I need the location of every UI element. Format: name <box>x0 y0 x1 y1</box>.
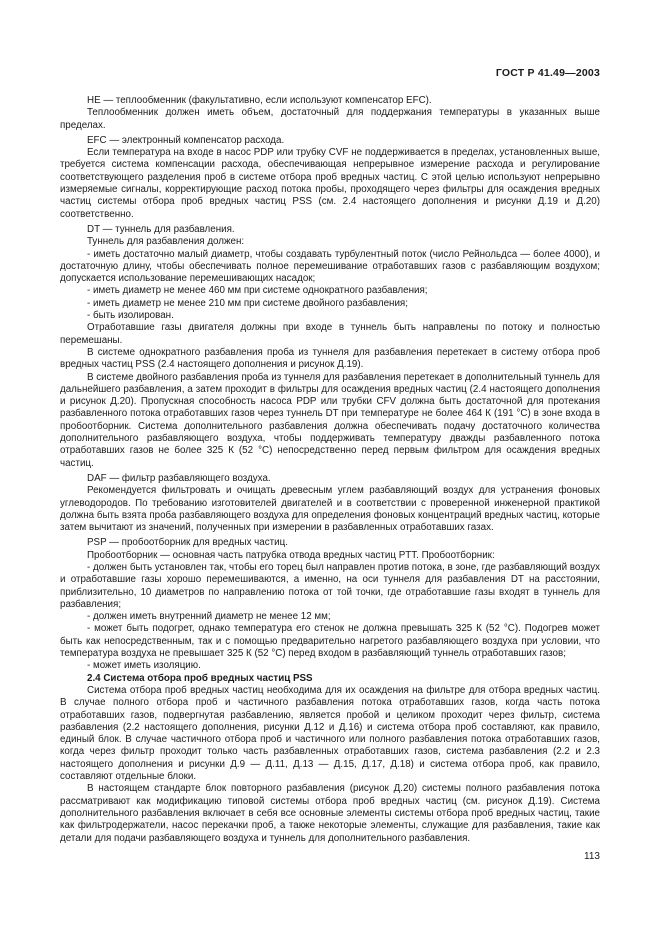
paragraph: EFC — электронный компенсатор расхода. <box>87 134 285 146</box>
page-number: 113 <box>584 851 600 862</box>
paragraph: DT — туннель для разбавления. <box>87 223 235 235</box>
page-header <box>0 0 600 79</box>
paragraph: - быть изолирован. <box>87 310 174 322</box>
paragraph: Туннель для разбавления должен: <box>87 236 245 248</box>
paragraph: 2.4 Система отбора проб вредных частиц PSS <box>87 672 313 684</box>
paragraph: - может быть подогрет, однако температура его стенок не должна превышать 325 К (52 °С). Подогрев может быть как непосредственным, так и с помощью предварительно нагретого разбавляющего воздуха при условии, что температура воздуха не превышает 325 К (52 °С) перед входом в разбавляющий туннель отработавших газов; <box>60 623 600 660</box>
paragraph: - должен быть установлен так, чтобы его торец был направлен против потока, в зоне, где разбавляющий воздух и отработавшие газы хорошо перемешиваются, а именно, на оси туннеля для разбавления DT на расстоянии, приблизительно, 10 диаметров по направлению потока от той точки, где отработавшие газы входят в туннель для разбавления; <box>60 561 600 610</box>
paragraph: Отработавшие газы двигателя должны при входе в туннель быть направлены по потоку и полностью перемешаны. <box>60 322 600 346</box>
paragraph: DAF — фильтр разбавляющего воздуха. <box>87 472 271 484</box>
paragraph: PSP — пробоотборник для вредных частиц. <box>87 537 288 549</box>
paragraph: - должен иметь внутренний диаметр не менее 12 мм; <box>87 611 331 623</box>
document-number: ГОСТ Р 41.49—2003 <box>495 67 600 79</box>
document-body <box>60 95 600 845</box>
paragraph: Система отбора проб вредных частиц необходима для их осаждения на фильтре для отбора вредных частиц. В случае полного отбора проб и частичного разбавления потока отработавших газов, когда часть потока отработавших газов, подвергнутая разбавлению, является пробой и целиком проходит через фильтр, система разбавления (2.2 настоящего дополнения, рисунки Д.12 и Д.16) и система отбора проб составляют, как правило, единый блок. В случае частичного отбора проб и частичного или полного разбавления потока отработавших газов, когда через фильтр проходит только часть разбавленных отработавших газов, система разбавления (2.2 и 2.3 настоящего дополнения и рисунки Д.9 — Д.11, Д.13 — Д.15, Д.17, Д.18) и система отбора проб, как правило, составляют отдельные блоки. <box>60 684 600 783</box>
paragraph: - иметь достаточно малый диаметр, чтобы создавать турбулентный поток (число Рейнольдса — более 4000), и достаточную длину, чтобы обеспечивать полное перемешивание отработавших газов с разбавляющим воздухом; допускается использование перемешивающих насадок; <box>60 248 600 285</box>
paragraph: В системе однократного разбавления проба из туннеля для разбавления перетекает в систему отбора проб вредных частиц PSS (2.4 настоящего дополнения и рисунок Д.19). <box>60 346 600 371</box>
paragraph: Рекомендуется фильтровать и очищать древесным углем разбавляющий воздух для устранения фоновых углеводородов. По требованию изготовителей двигателей и в соответствии с проверенной инженерной практикой должна быть взята проба разбавляющего воздуха для определения фоновых концентраций вредных частиц, которые затем вычитают из значений, полученных при измерении в разбавленных отработавших газах. <box>60 485 600 534</box>
paragraph: В настоящем стандарте блок повторного разбавления (рисунок Д.20) системы полного разбавления потока рассматривают как модификацию типовой системы отбора проб вредных частиц (см. рисунок Д.19). Система дополнительного разбавления включает в себя все основные элементы системы отбора проб вредных частиц, такие как фильтродержатели, насос перекачки проб, а также некоторые элементы, служащие для разбавления, такие как детали для подачи разбавляющего воздуха и туннель для дополнительного разбавления. <box>60 783 600 844</box>
paragraph: В системе двойного разбавления проба из туннеля для разбавления перетекает в дополнительный туннель для дальнейшего разбавления, а затем проходит в фильтры для осаждения вредных частиц (2.4 настоящего дополнения и рисунок Д.20). Пропускная способность насоса PDP или трубки CFV должна быть достаточной для протекания разбавленного потока отработавших газов через туннель DT при температуре не более 464 К (191 °С) в зоне входа в пробоотборник. Система дополнительного разбавления должна обеспечивать подачу достаточного количества дополнительного разбавляющего воздуха, чтобы поддерживать температуру дважды разбавленного потока отработавших газов не более 325 К (52 °С) непосредственно перед первым фильтром для осаждения вредных частиц. <box>60 371 600 469</box>
paragraph: Пробоотборник — основная часть патрубка отвода вредных частиц PTT. Пробоотборник: <box>87 549 495 561</box>
paragraph: НЕ — теплообменник (факультативно, если используют компенсатор EFC). <box>87 95 432 106</box>
paragraph: Если температура на входе в насос PDP или трубку CVF не поддерживается в пределах, установленных выше, требуется система компенсации расхода, обеспечивающая непрерывное измерение расхода и регулирование соответствующего разделения проб в системе отбора проб вредных частиц. С этой целью используют непрерывно измеряемые сигналы, корректирующие расход потока пробы, проходящего через фильтры для осаждения вредных частиц системы отбора проб вредных частиц PSS (см. 2.4 настоящего дополнения и рисунки Д.19 и Д.20) соответственно. <box>60 147 600 220</box>
paragraph: - иметь диаметр не менее 460 мм при системе однократного разбавления; <box>87 285 428 297</box>
paragraph: Теплообменник должен иметь объем, достаточный для поддержания температуры в указанных выше пределах. <box>60 107 600 131</box>
paragraph: - может иметь изоляцию. <box>87 660 201 672</box>
paragraph: - иметь диаметр не менее 210 мм при системе двойного разбавления; <box>87 297 408 309</box>
